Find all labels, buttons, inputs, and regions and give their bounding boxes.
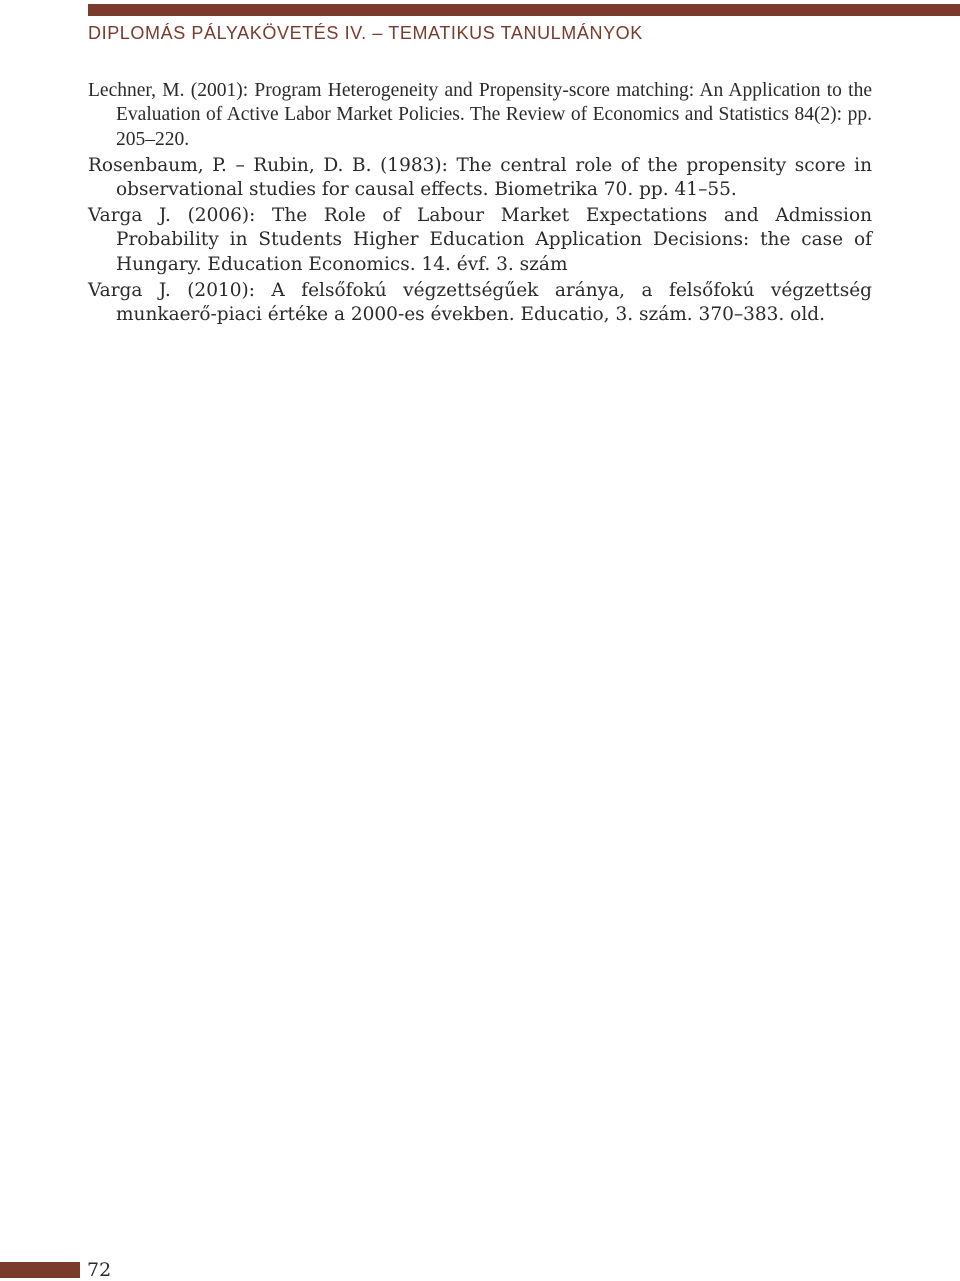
reference-list (88, 79, 872, 329)
reference-item-varga-2010: Varga J. (2010): A felsőfokú végzettségűek aránya, a felsőfokú végzettség munkaerő-piaci értéke a 2000-es években. Educatio, 3. szám. 370–383. old. (88, 279, 872, 326)
page-number: 72 (87, 1259, 112, 1281)
reference-item-varga-2006: Varga J. (2006): The Role of Labour Market Expectations and Admission Probability in Students Higher Education Application Decisions: the case of Hungary. Education Economics. 14. évf. 3. szám (88, 205, 872, 275)
reference-item-lechner: Lechner, M. (2001): Program Heterogeneity and Propensity-score matching: An Application to the Evaluation of Active Labor Market Policies. The Review of Economics and Statistics 84(2): pp. 205–220. (88, 80, 872, 150)
footer-bar (0, 1262, 80, 1278)
running-head-title: DIPLOMÁS PÁLYAKÖVETÉS IV. – TEMATIKUS TANULMÁNYOK (88, 23, 643, 43)
header-bar (88, 4, 960, 16)
reference-item-rosenbaum: Rosenbaum, P. – Rubin, D. B. (1983): The central role of the propensity score in observational studies for causal effects. Biometrika 70. pp. 41–55. (88, 154, 872, 201)
